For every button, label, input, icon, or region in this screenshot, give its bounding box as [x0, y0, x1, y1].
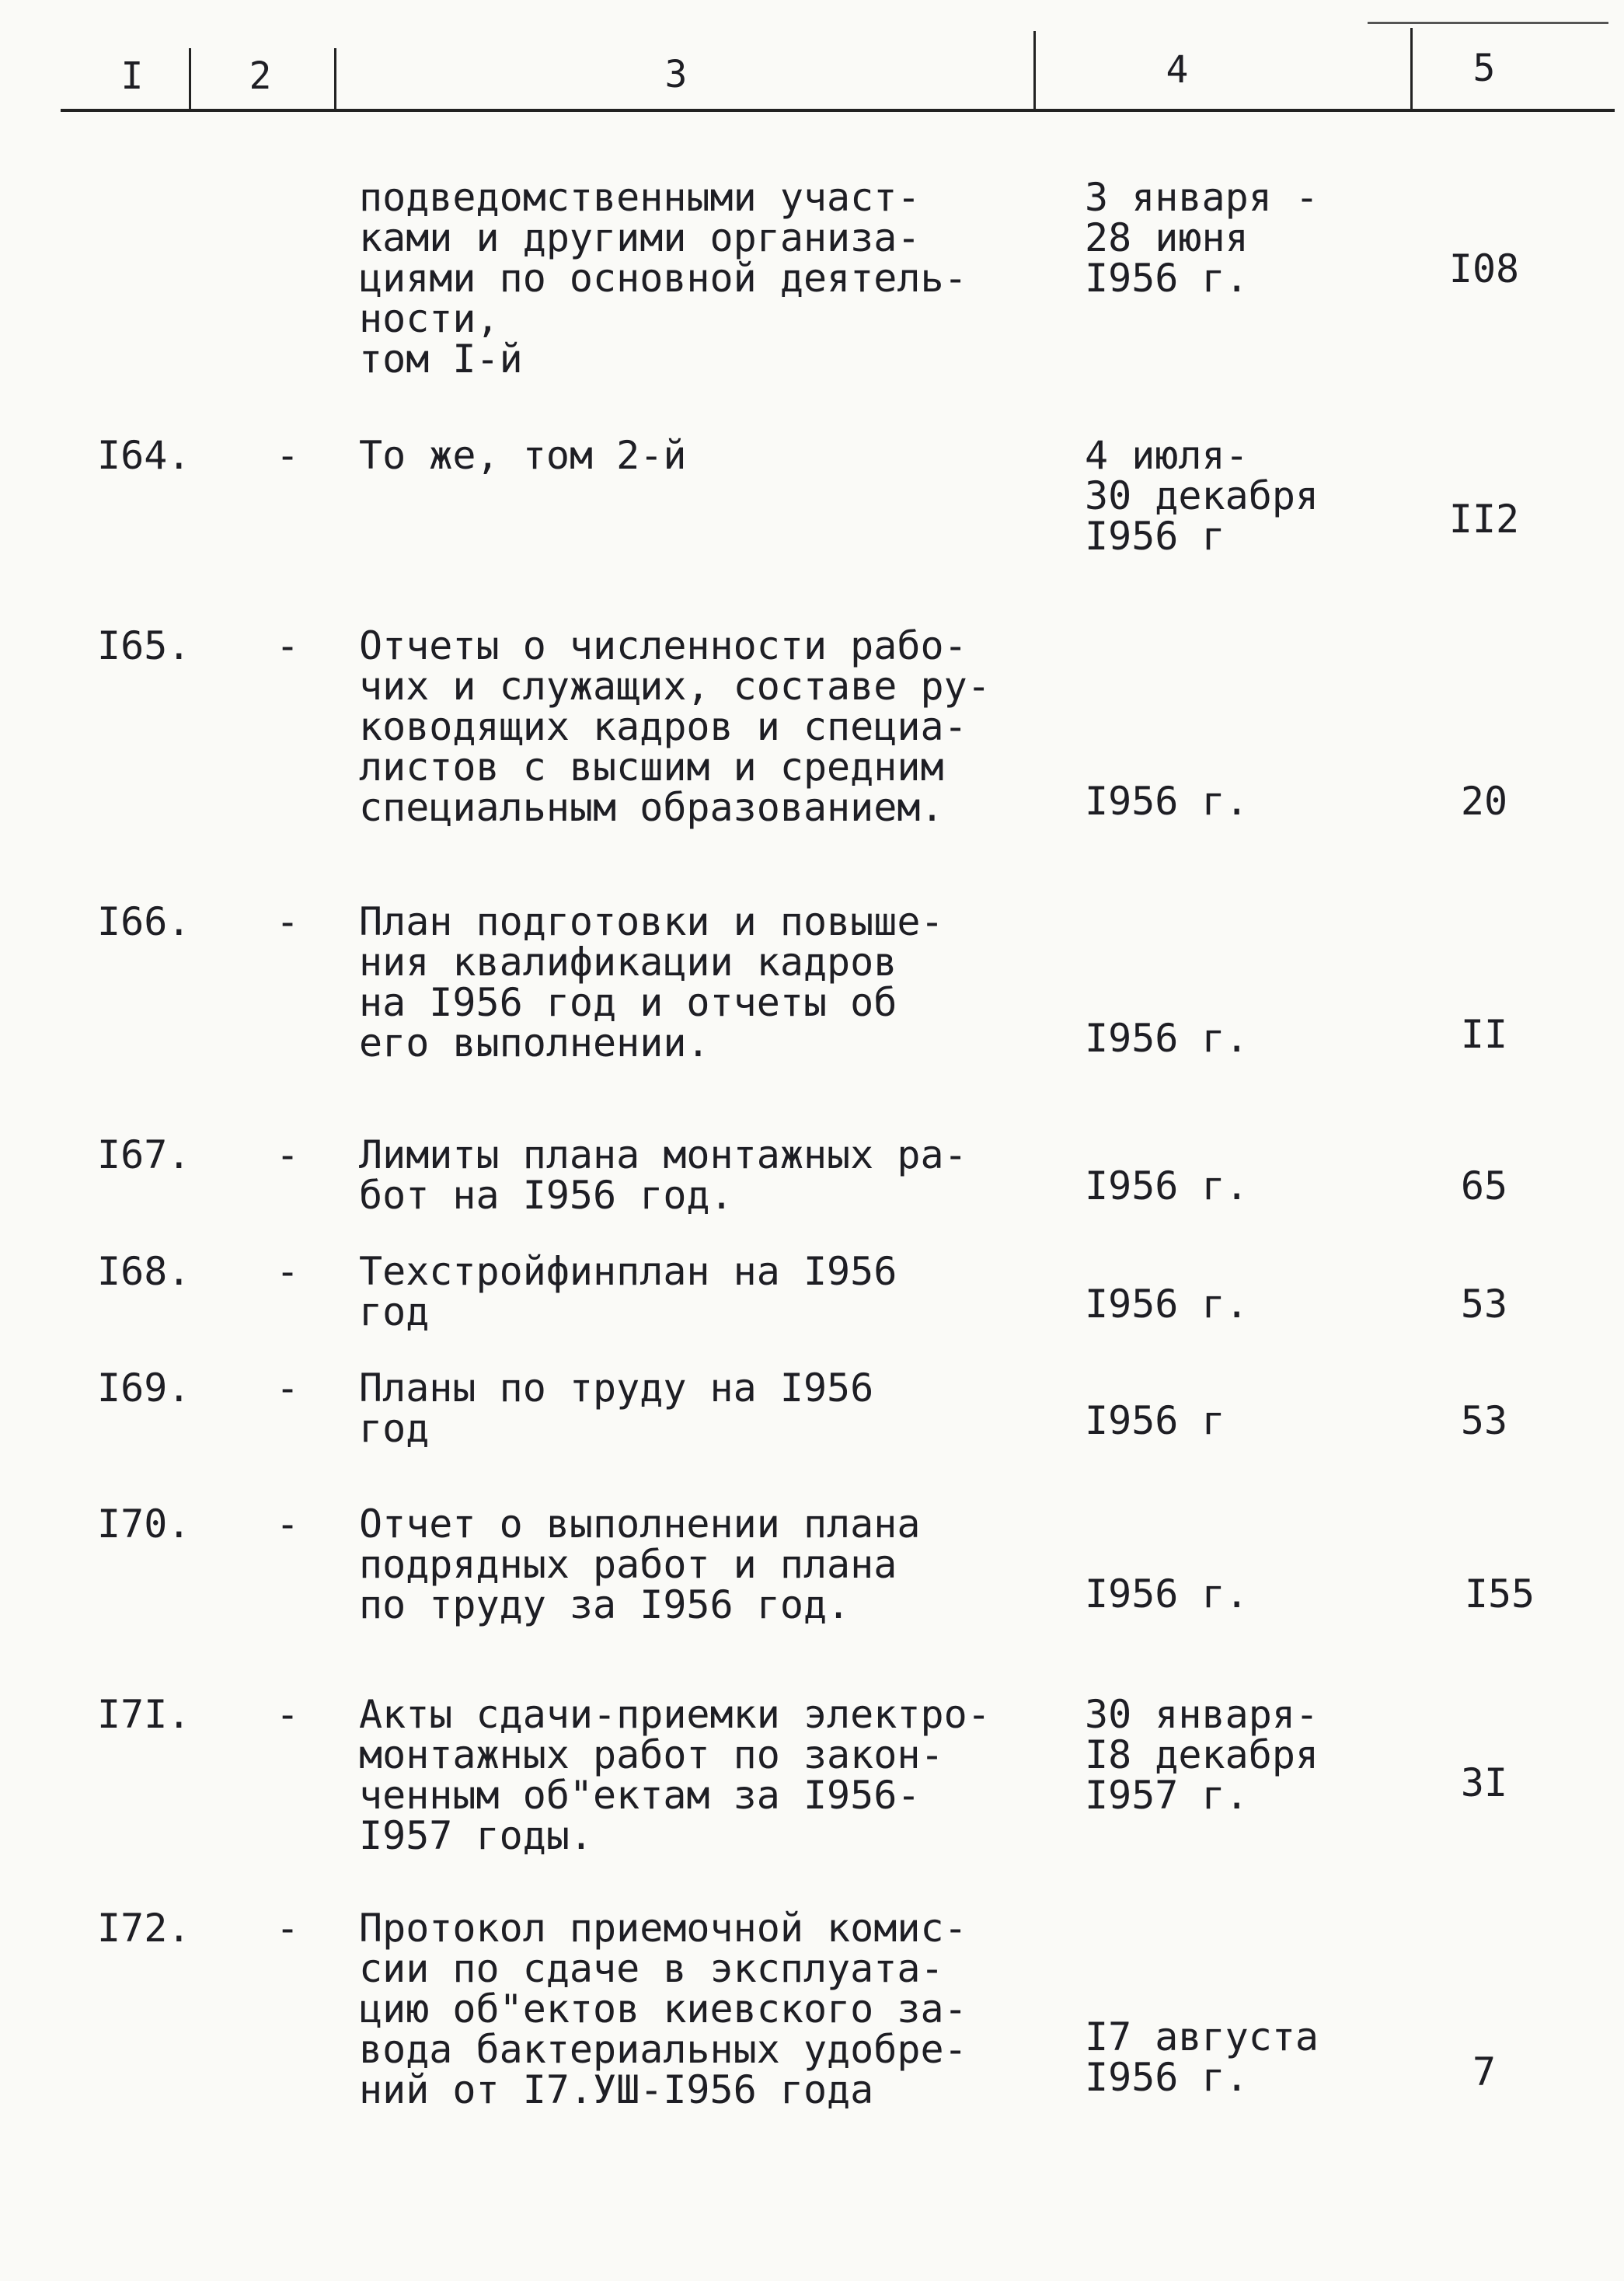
row-description: Техстройфинплан на I956 год: [359, 1249, 897, 1334]
header-bottom-rule: [61, 109, 1615, 112]
row-description: Акты сдачи-приемки электро- монтажных работ по закон- ченным об"ектам за I956- I957 годы.: [359, 1692, 991, 1858]
header-divider-2: [334, 48, 336, 110]
row-dash: -: [276, 1249, 300, 1294]
row-sheet-count: 65: [1460, 1163, 1508, 1209]
row-dash: -: [276, 1692, 300, 1737]
row-date: 4 июля- 30 декабря I956 г: [1085, 433, 1319, 559]
row-number: I70.: [97, 1501, 191, 1547]
row-date: I956 г: [1085, 1398, 1225, 1443]
row-date: 30 января- I8 декабря I957 г.: [1085, 1692, 1319, 1818]
row-dash: -: [276, 1132, 300, 1177]
row-date: 3 января - 28 июня I956 г.: [1085, 175, 1319, 301]
row-number: I72.: [97, 1906, 191, 1951]
row-description: То же, том 2-й: [359, 433, 687, 478]
row-sheet-count: 53: [1460, 1282, 1508, 1327]
row-description: План подготовки и повыше- ния квалификации кадров на I956 год и отчеты об его выполнении.: [359, 899, 944, 1066]
row-date: I956 г.: [1085, 1163, 1249, 1209]
row-dash: -: [276, 1906, 300, 1951]
header-col-4: 4: [1166, 48, 1189, 92]
row-date: I7 августа I956 г.: [1085, 2014, 1319, 2100]
row-number: I69.: [97, 1365, 191, 1411]
row-number: I65.: [97, 623, 191, 668]
header-divider-4: [1410, 28, 1413, 110]
row-description: Протокол приемочной комис- сии по сдаче в эксплуата- цию об"ектов киевского за- вода бактериальных удобре- ний от I7.УШ-I956 года: [359, 1906, 967, 2112]
header-divider-1: [189, 48, 191, 110]
row-dash: -: [276, 899, 300, 944]
row-number: I67.: [97, 1132, 191, 1177]
row-number: I68.: [97, 1249, 191, 1294]
row-sheet-count: 20: [1460, 779, 1508, 824]
row-description: Лимиты плана монтажных ра- бот на I956 год.: [359, 1132, 967, 1218]
row-dash: -: [276, 433, 300, 478]
row-sheet-count: 3I: [1460, 1760, 1508, 1805]
row-description: Отчет о выполнении плана подрядных работ и плана по труду за I956 год.: [359, 1501, 921, 1627]
header-col-2: 2: [249, 54, 272, 98]
header-top-rule: [1368, 22, 1608, 24]
header-col-5: 5: [1472, 47, 1496, 90]
row-sheet-count: II: [1460, 1012, 1508, 1057]
header-divider-3: [1033, 31, 1036, 110]
row-dash: -: [276, 1365, 300, 1411]
row-date: I956 г.: [1085, 1282, 1249, 1327]
row-sheet-count: 53: [1460, 1398, 1508, 1443]
row-sheet-count: I55: [1464, 1571, 1535, 1617]
row-sheet-count: I08: [1448, 246, 1520, 291]
header-col-1: I: [120, 54, 144, 98]
row-description: Отчеты о численности рабо- чих и служащих, составе ру- ководящих кадров и специа- листов с высшим и средним специальным образованием.: [359, 623, 991, 830]
row-sheet-count: 7: [1472, 2049, 1497, 2094]
row-dash: -: [276, 1501, 300, 1547]
row-date: I956 г.: [1085, 1571, 1249, 1617]
row-dash: -: [276, 623, 300, 668]
row-date: I956 г.: [1085, 779, 1249, 824]
row-description: Планы по труду на I956 год: [359, 1365, 874, 1451]
row-sheet-count: II2: [1448, 497, 1520, 542]
row-number: I64.: [97, 433, 191, 478]
row-description: подведомственными участ- ками и другими организа- циями по основной деятель- ности, том I-й: [359, 175, 967, 382]
header-col-3: 3: [664, 53, 688, 96]
row-number: I7I.: [97, 1692, 191, 1737]
row-number: I66.: [97, 899, 191, 944]
row-date: I956 г.: [1085, 1016, 1249, 1061]
